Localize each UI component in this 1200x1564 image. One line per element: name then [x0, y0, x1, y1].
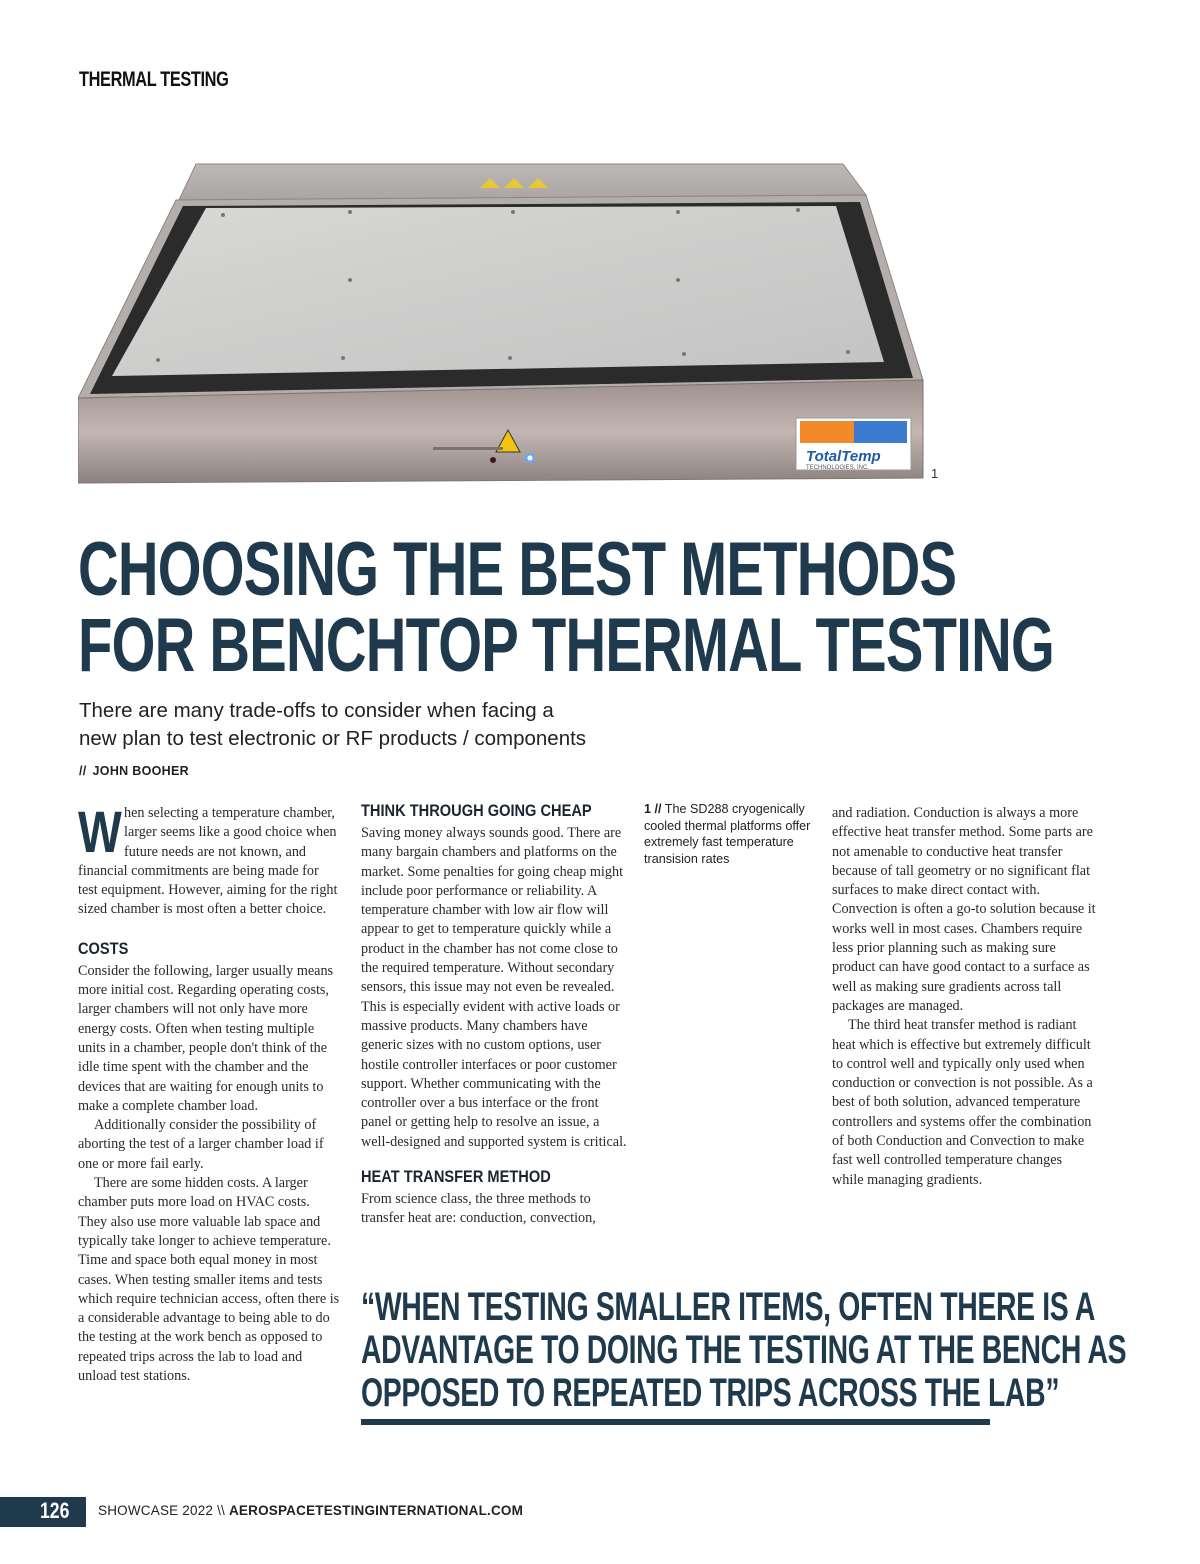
headline-line-1: CHOOSING THE BEST METHODS	[78, 527, 957, 612]
costs-paragraph-2: Additionally consider the possibility of aborting the test of a larger chamber load if one or more fail early.	[78, 1117, 324, 1172]
pull-quote-line-1: “WHEN TESTING SMALLER ITEMS, OFTEN THERE IS A	[361, 1285, 1096, 1329]
pull-quote-rule	[361, 1419, 990, 1425]
headline	[78, 527, 1055, 688]
pull-quote-line-3: OPPOSED TO REPEATED TRIPS ACROSS THE LAB”	[361, 1371, 1060, 1415]
author-name: JOHN BOOHER	[92, 764, 189, 778]
pull-quote-line-2: ADVANTAGE TO DOING THE TESTING AT THE BENCH AS	[361, 1328, 1127, 1372]
costs-paragraph-3: There are some hidden costs. A larger chamber puts more load on HVAC costs. They also use more valuable lab space and typically take longer to achieve temperature. Time and space both equal money in most cases. When testing smaller items and tests which require technician access, often there is a considerable advantage to being able to do the testing at the work bench as opposed to repeated trips across the lab to load and unload test stations.	[78, 1175, 340, 1385]
caption-number: 1 //	[644, 802, 662, 816]
intro-text: hen selecting a temperature chamber, larger seems like a good choice when future needs are not known, and financial commitments are being made for test equipment. However, aiming for the right sized chamber is most often a better choice.	[78, 805, 338, 918]
article-column-4	[832, 804, 1096, 1190]
footer-issue: SHOWCASE 2022	[98, 1503, 214, 1518]
costs-paragraph-1: Consider the following, larger usually means more initial cost. Regarding operating costs, larger chambers will not only have more energy costs. Often when testing multiple units in a chamber, people don't think of the idle time spent with the chamber and the devices that are waiting for enough units to make a complete chamber load.	[78, 962, 334, 1114]
footer-separator: \\	[217, 1503, 226, 1518]
subheadline	[79, 697, 699, 753]
byline-prefix: //	[79, 764, 87, 778]
logo-text: TotalTemp	[806, 448, 881, 465]
heat-transfer-paragraph: From science class, the three methods to transfer heat are: conduction, convection,	[361, 1191, 596, 1227]
page-number: 126	[40, 1498, 70, 1523]
costs-heading: COSTS	[78, 938, 129, 958]
cheap-paragraph: Saving money always sounds good. There are many bargain chambers and platforms on the market. Some penalties for going cheap might include poor performance or reliability. A temperature chamber with low air flow will appear to get to temperature quickly while a product in the chamber has not come close to the required temperature. Without secondary sensors, this issue may not even be revealed. This is especially evident with active loads or massive products. Many chambers have generic sizes with no custom options, user hostile controller interfaces or poor customer support. Whether communicating with the controller over a bus interface or the front panel or getting help to resolve an issue, a well-designed and supported system is critical.	[361, 825, 627, 1150]
figure-number: 1	[931, 466, 939, 481]
radiant-paragraph: The third heat transfer method is radiant heat which is effective but extremely difficult to control well and typically only used when conduction or convection is not possible. As a best of both solution, advanced temperature controllers and systems offer the combination of both Conduction and Convection to make fast well controlled temperature changes while managing gradients.	[832, 1017, 1093, 1188]
caption-text: The SD288 cryogenically cooled thermal platforms offer extremely fast temperature transision rates	[644, 802, 811, 866]
subheadline-line-2: new plan to test electronic or RF products / components	[79, 727, 587, 750]
subheadline-line-1: There are many trade-offs to consider when facing a	[79, 699, 554, 722]
byline	[79, 764, 189, 778]
logo-subtext: TECHNOLOGIES, INC.	[806, 465, 870, 471]
footer-text	[98, 1503, 523, 1518]
product-photo	[78, 140, 938, 490]
heat-continued-paragraph: and radiation. Conduction is always a more effective heat transfer method. Some parts are not amenable to conductive heat transfer because of tall geometry or no significant flat surfaces to make direct contact with. Convection is often a go-to solution because it works well in most cases. Chambers require less prior planning such as making sure product can have good contact to a surface as well as making sure gradients across tall packages are managed.	[832, 805, 1096, 1014]
figure-caption	[644, 801, 814, 867]
article-column-1	[78, 800, 340, 1386]
drop-cap: W	[78, 800, 122, 865]
cheap-heading: THINK THROUGH GOING CHEAP	[361, 801, 592, 820]
intro-paragraph	[78, 800, 340, 920]
pull-quote	[361, 1285, 1127, 1415]
section-label: THERMAL TESTING	[79, 68, 229, 91]
heat-transfer-heading: HEAT TRANSFER METHOD	[361, 1167, 551, 1187]
headline-line-2: FOR BENCHTOP THERMAL TESTING	[78, 603, 1055, 688]
article-column-2	[361, 800, 627, 1229]
footer-site: AEROSPACETESTINGINTERNATIONAL.COM	[228, 1503, 524, 1518]
